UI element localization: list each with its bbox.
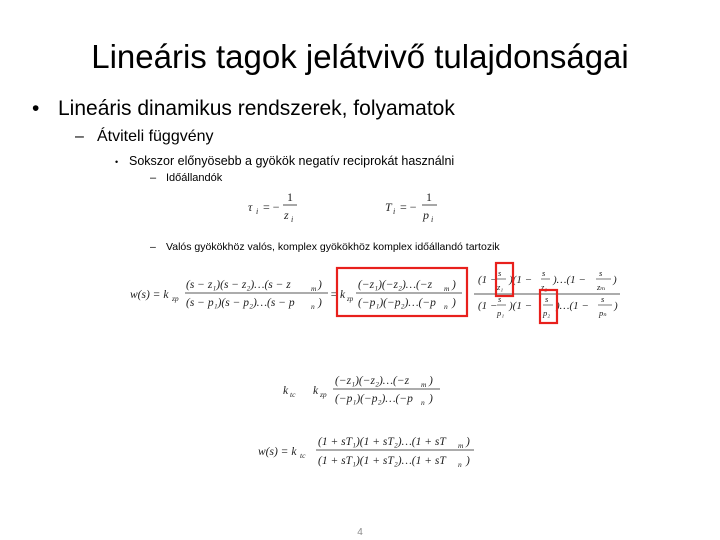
- formula-tau: [248, 190, 297, 224]
- svg-text:i: i: [431, 215, 434, 224]
- svg-text:i: i: [256, 207, 259, 216]
- svg-text:k: k: [283, 385, 289, 397]
- svg-text:1: 1: [426, 190, 432, 204]
- svg-text:(s − z₁)(s − z₂)…(s − z: (s − z₁)(s − z₂)…(s − z: [186, 279, 291, 291]
- svg-text:p: p: [423, 208, 429, 222]
- svg-text:(−p₁)(−p₂)…(−p: (−p₁)(−p₂)…(−p: [358, 297, 436, 309]
- svg-text:= −: = −: [400, 200, 417, 214]
- bullet-dot-icon: •: [115, 156, 119, 167]
- svg-text:w(s) = k: w(s) = k: [258, 446, 297, 458]
- formula-ktc: [283, 375, 440, 407]
- svg-text:): ): [318, 279, 322, 291]
- svg-text:): ): [318, 297, 322, 309]
- svg-text:m: m: [444, 284, 450, 293]
- svg-text:): ): [429, 375, 433, 387]
- svg-text:)(1 −: )(1 −: [509, 300, 532, 312]
- svg-text:1: 1: [287, 190, 293, 204]
- svg-text:(−z₁)(−z₂)…(−z: (−z₁)(−z₂)…(−z: [335, 375, 410, 387]
- svg-text:): ): [466, 436, 470, 448]
- svg-text:p₂: p₂: [543, 308, 551, 318]
- highlight-box-pole: [540, 290, 557, 323]
- svg-text:): ): [613, 274, 617, 286]
- bullet-level2-text: Átviteli függvény: [97, 128, 214, 145]
- bullet-dash-icon: –: [75, 128, 84, 145]
- svg-text:pₙ: pₙ: [599, 308, 607, 318]
- svg-text:zp: zp: [320, 390, 327, 399]
- svg-text:z₁: z₁: [497, 282, 504, 292]
- svg-text:n: n: [444, 302, 448, 311]
- svg-text:): ): [429, 393, 433, 405]
- svg-text:s: s: [601, 294, 605, 304]
- svg-text:): ): [452, 279, 456, 291]
- svg-text:)…(1 −: )…(1 −: [556, 300, 589, 312]
- svg-text:τ: τ: [248, 200, 253, 214]
- svg-text:s: s: [599, 268, 603, 278]
- svg-text:(−p₁)(−p₂)…(−p: (−p₁)(−p₂)…(−p: [335, 393, 413, 405]
- svg-text:=: =: [330, 289, 338, 301]
- svg-text:m: m: [311, 284, 317, 293]
- svg-text:k: k: [340, 289, 346, 301]
- svg-text:z: z: [284, 208, 289, 222]
- svg-text:s: s: [498, 268, 502, 278]
- svg-text:T: T: [385, 200, 392, 214]
- svg-text:): ): [614, 300, 618, 312]
- svg-text:w(s) = k: w(s) = k: [130, 289, 169, 301]
- svg-text:i: i: [393, 207, 396, 216]
- svg-text:zₘ: zₘ: [597, 282, 606, 292]
- bullet-level4-text: Időállandók: [166, 172, 223, 184]
- svg-text:): ): [452, 297, 456, 309]
- svg-text:k: k: [313, 385, 319, 397]
- formula-transfer-function: [130, 268, 620, 318]
- svg-text:tc: tc: [290, 390, 296, 399]
- svg-text:zp: zp: [347, 295, 354, 303]
- svg-text:n: n: [311, 302, 315, 311]
- bullet-level4b-text: Valós gyökökhöz valós, komplex gyökökhöz komplex időállandó tartozik: [166, 241, 500, 253]
- svg-text:i: i: [291, 215, 294, 224]
- bullet-dot-icon: •: [32, 97, 40, 120]
- svg-text:(1 −: (1 −: [478, 300, 498, 312]
- formula-T: [385, 190, 437, 224]
- formula-time-constant-form: [258, 436, 474, 469]
- svg-text:s: s: [498, 294, 502, 304]
- svg-text:(1 + sT₁)(1 + sT₂)…(1 + sT: (1 + sT₁)(1 + sT₂)…(1 + sT: [318, 436, 446, 448]
- svg-text:(s − p₁)(s − p₂)…(s − p: (s − p₁)(s − p₂)…(s − p: [186, 297, 295, 309]
- svg-text:p₁: p₁: [497, 308, 505, 318]
- svg-text:m: m: [421, 380, 427, 389]
- svg-text:): ): [466, 455, 470, 467]
- svg-text:)(1 −: )(1 −: [509, 274, 532, 286]
- svg-text:)…(1 −: )…(1 −: [553, 274, 586, 286]
- slide-title: Lineáris tagok jelátvivő tulajdonságai: [91, 38, 629, 75]
- bullet-dash-icon: –: [150, 172, 157, 184]
- svg-text:z₂: z₂: [541, 282, 548, 292]
- bullet-level3-text: Sokszor előnyösebb a gyökök negatív reciprokát használni: [129, 154, 455, 168]
- page-number: 4: [357, 527, 363, 538]
- bullet-dash-icon: –: [150, 241, 156, 253]
- svg-text:s: s: [545, 294, 549, 304]
- svg-text:m: m: [458, 441, 464, 450]
- svg-text:s: s: [542, 268, 546, 278]
- svg-text:= −: = −: [263, 200, 280, 214]
- bullet-level1-text: Lineáris dinamikus rendszerek, folyamatok: [58, 97, 455, 120]
- svg-text:tc: tc: [300, 451, 306, 460]
- svg-text:(1 −: (1 −: [478, 274, 498, 286]
- svg-text:(−z₁)(−z₂)…(−z: (−z₁)(−z₂)…(−z: [358, 279, 433, 291]
- svg-text:n: n: [421, 398, 425, 407]
- svg-text:n: n: [458, 460, 462, 469]
- svg-text:zp: zp: [172, 294, 179, 303]
- svg-text:(1 + sT₁)(1 + sT₂)…(1 + sT: (1 + sT₁)(1 + sT₂)…(1 + sT: [318, 455, 446, 467]
